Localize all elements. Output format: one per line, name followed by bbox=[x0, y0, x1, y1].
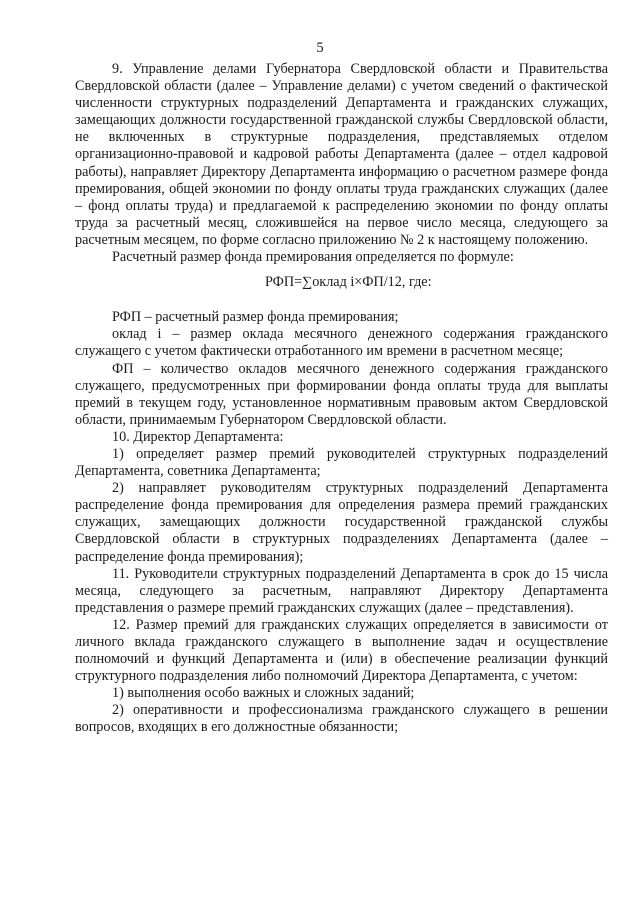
page-number: 5 bbox=[316, 40, 324, 56]
paragraph-12-item-1: 1) выполнения особо важных и сложных заданий; bbox=[112, 685, 415, 702]
definition-oklad: оклад i – размер оклада месячного денежного содержания гражданского служащего с учетом фактически отработанного им времени в расчетном месяце; bbox=[75, 326, 608, 360]
definition-fp: ФП – количество окладов месячного денежного содержания гражданского служащего, предусмотренных при формировании фонда оплаты труда для выплаты премий в текущем году, установленное нормативным правовым актом Свердловской области, принимаемым Губернатором Свердловской области. bbox=[75, 360, 608, 428]
paragraph-10: 10. Директор Департамента: bbox=[112, 428, 284, 445]
formula-intro: Расчетный размер фонда премирования определяется по формуле: bbox=[112, 249, 514, 266]
paragraph-10-item-1: 1) определяет размер премий руководителей структурных подразделений Департамента, советника Департамента; bbox=[75, 445, 608, 480]
paragraph-12-item-2: 2) оперативности и профессионализма гражданского служащего в решении вопросов, входящих в его должностные обязанности; bbox=[75, 702, 608, 736]
paragraph-12: 12. Размер премий для гражданских служащих определяется в зависимости от личного вклада гражданского служащего в выполнение задач и осуществление полномочий и функций Департамента и (или) в обеспечение реализации функций структурного подразделения либо полномочий Директора Департамента, с учетом: bbox=[75, 616, 608, 685]
definition-rfp: РФП – расчетный размер фонда премирования; bbox=[112, 309, 399, 326]
paragraph-10-item-2: 2) направляет руководителям структурных подразделений Департамента распределение фонда премирования для определения размера премий гражданских служащих, замещающих должности государственной гражданской службы Свердловской области в структурных подразделениях Департамента (далее – распределение фонда премирования); bbox=[75, 480, 608, 565]
document-body bbox=[75, 61, 608, 737]
paragraph-9: 9. Управление делами Губернатора Свердловской области и Правительства Свердловской области (далее – Управление делами) с учетом сведений о фактической численности структурных подразделений Департамента и гражданских служащих, замещающих должности государственной гражданской службы Свердловской области, не включенных в структурные подразделения, представляемых отделом организационно-правовой и кадровой работы Департамента (далее – отдел кадровой работы), направляет Директору Департамента информацию о расчетном размере фонда премирования, общей экономии по фонду оплаты труда гражданских служащих (далее – фонд оплаты труда) и предлагаемой к распределению экономии по фонду оплаты труда за расчетный месяц, сложившейся на первое число месяца, следующего за расчетным месяцем, по форме согласно приложению № 2 к настоящему положению. bbox=[75, 61, 608, 248]
formula: РФП=∑оклад i×ФП/12, где: bbox=[265, 274, 432, 291]
paragraph-11: 11. Руководители структурных подразделений Департамента в срок до 15 числа месяца, следующего за расчетным, направляют Директору Департамента представления о размере премий гражданских служащих (далее – представления). bbox=[75, 565, 608, 616]
